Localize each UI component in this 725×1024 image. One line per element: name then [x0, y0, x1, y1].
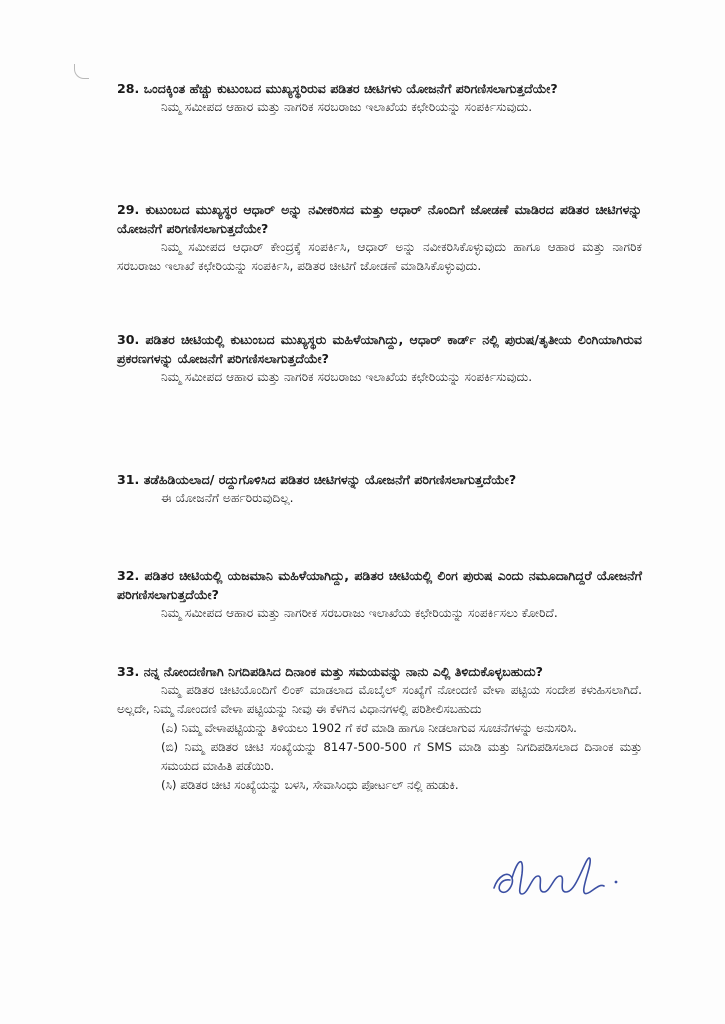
question-29: 29. ಕುಟುಂಬದ ಮುಖ್ಯಸ್ಥರ ಆಧಾರ್ ಅನ್ನು ನವೀಕರಿಸದ ಮತ್ತು ಆಧಾರ್ ನೊಂದಿಗೆ ಜೋಡಣೆ ಮಾಡಿರದ ಪಡಿತರ ಚೀಟಿಗಳನ್ನು ಯೋಜನೆಗೆ ಪರಿಗಣಿಸಲಾಗುತ್ತದೆಯೇ? [117, 202, 642, 236]
answer-33-option-b: (ಬಿ) ನಿಮ್ಮ ಪಡಿತರ ಚೀಟಿ ಸಂಖ್ಯೆಯನ್ನು 8147-500-500 ಗೆ SMS ಮಾಡಿ ಮತ್ತು ನಿಗದಿಪಡಿಸಲಾದ ದಿನಾಂಕ ಮತ್ತು ಸಮಯದ ಮಾಹಿತಿ ಪಡೆಯಿರಿ. [161, 740, 642, 773]
faq-item-28 [117, 79, 642, 117]
faq-item-33 [117, 662, 642, 795]
signature-mark [488, 848, 638, 908]
question-30: 30. ಪಡಿತರ ಚೀಟಿಯಲ್ಲಿ ಕುಟುಂಬದ ಮುಖ್ಯಸ್ಥರು ಮಹಿಳೆಯಾಗಿದ್ದು, ಆಧಾರ್ ಕಾರ್ಡ್ ನಲ್ಲಿ ಪುರುಷ/ತೃತೀಯ ಲಿಂಗಿಯಾಗಿರುವ ಪ್ರಕರಣಗಳನ್ನು ಯೋಜನೆಗೆ ಪರಿಗಣಿಸಲಾಗುತ್ತದೆಯೇ? [117, 332, 642, 366]
answer-33-option-a: (ಎ) ನಿಮ್ಮ ವೇಳಾಪಟ್ಟಿಯನ್ನು ತಿಳಿಯಲು 1902 ಗೆ ಕರೆ ಮಾಡಿ ಹಾಗೂ ನೀಡಲಾಗುವ ಸೂಚನೆಗಳನ್ನು ಅನುಸರಿಸಿ. [161, 721, 577, 735]
scan-mark [74, 64, 89, 79]
answer-30: ನಿಮ್ಮ ಸಮೀಪದ ಆಹಾರ ಮತ್ತು ನಾಗರಿಕ ಸರಬರಾಜು ಇಲಾಖೆಯ ಕಛೇರಿಯನ್ನು ಸಂಪರ್ಕಿಸುವುದು. [161, 370, 533, 384]
faq-item-32 [117, 566, 642, 623]
faq-item-31 [117, 470, 642, 508]
answer-31: ಈ ಯೋಜನೆಗೆ ಅರ್ಹರಿರುವುದಿಲ್ಲ. [161, 491, 294, 505]
faq-item-30 [117, 330, 642, 387]
answer-33-intro: ನಿಮ್ಮ ಪಡಿತರ ಚೀಟಿಯೊಂದಿಗೆ ಲಿಂಕ್ ಮಾಡಲಾದ ಮೊಬೈಲ್ ಸಂಖ್ಯೆಗೆ ನೋಂದಣಿ ವೇಳಾ ಪಟ್ಟಿಯ ಸಂದೇಶ ಕಳುಹಿಸಲಾಗಿದೆ. ಅಲ್ಲದೇ, ನಿಮ್ಮ ನೋಂದಣಿ ವೇಳಾ ಪಟ್ಟಿಯನ್ನು ನೀವು ಈ ಕೆಳಗಿನ ವಿಧಾನಗಳಲ್ಲಿ ಪರಿಶೀಲಿಸಬಹುದು [117, 683, 642, 716]
question-31: 31. ತಡೆಹಿಡಿಯಲಾದ/ ರದ್ದುಗೊಳಿಸಿದ ಪಡಿತರ ಚೀಟಿಗಳನ್ನು ಯೋಜನೆಗೆ ಪರಿಗಣಿಸಲಾಗುತ್ತದೆಯೇ? [117, 472, 517, 487]
question-28: 28. ಒಂದಕ್ಕಿಂತ ಹೆಚ್ಚು ಕುಟುಂಬದ ಮುಖ್ಯಸ್ಥರಿರುವ ಪಡಿತರ ಚೀಟಿಗಳು ಯೋಜನೆಗೆ ಪರಿಗಣಿಸಲಾಗುತ್ತದೆಯೇ? [117, 81, 558, 96]
answer-29: ನಿಮ್ಮ ಸಮೀಪದ ಆಧಾರ್ ಕೇಂದ್ರಕ್ಕೆ ಸಂಪರ್ಕಿಸಿ, ಆಧಾರ್ ಅನ್ನು ನವೀಕರಿಸಿಕೊಳ್ಳುವುದು ಹಾಗೂ ಆಹಾರ ಮತ್ತು ನಾಗರಿಕ ಸರಬರಾಜು ಇಲಾಖೆ ಕಛೇರಿಯನ್ನು ಸಂಪರ್ಕಿಸಿ, ಪಡಿತರ ಚೀಟಿಗೆ ಜೋಡಣೆ ಮಾಡಿಸಿಕೊಳ್ಳುವುದು. [117, 240, 642, 273]
question-32: 32. ಪಡಿತರ ಚೀಟಿಯಲ್ಲಿ ಯಜಮಾನಿ ಮಹಿಳೆಯಾಗಿದ್ದು, ಪಡಿತರ ಚೀಟಿಯಲ್ಲಿ ಲಿಂಗ ಪುರುಷ ಎಂದು ನಮೂದಾಗಿದ್ದರೆ ಯೋಜನೆಗೆ ಪರಿಗಣಿಸಲಾಗುತ್ತದೆಯೇ? [117, 568, 642, 602]
faq-item-29 [117, 200, 642, 276]
answer-33-option-c: (ಸಿ) ಪಡಿತರ ಚೀಟಿ ಸಂಖ್ಯೆಯನ್ನು ಬಳಸಿ, ಸೇವಾಸಿಂಧು ಪೋರ್ಟಲ್ ನಲ್ಲಿ ಹುಡುಕಿ. [161, 778, 459, 792]
answer-32: ನಿಮ್ಮ ಸಮೀಪದ ಆಹಾರ ಮತ್ತು ನಾಗರೀಕ ಸರಬರಾಜು ಇಲಾಖೆಯ ಕಛೇರಿಯನ್ನು ಸಂಪರ್ಕಿಸಲು ಕೋರಿದೆ. [161, 606, 558, 620]
answer-28: ನಿಮ್ಮ ಸಮೀಪದ ಆಹಾರ ಮತ್ತು ನಾಗರಿಕ ಸರಬರಾಜು ಇಲಾಖೆಯ ಕಛೇರಿಯನ್ನು ಸಂಪರ್ಕಿಸುವುದು. [161, 100, 533, 114]
question-33: 33. ನನ್ನ ನೋಂದಣಿಗಾಗಿ ನಿಗದಿಪಡಿಸಿದ ದಿನಾಂಕ ಮತ್ತು ಸಮಯವನ್ನು ನಾನು ಎಲ್ಲಿ ತಿಳಿದುಕೊಳ್ಳಬಹುದು? [117, 664, 543, 679]
